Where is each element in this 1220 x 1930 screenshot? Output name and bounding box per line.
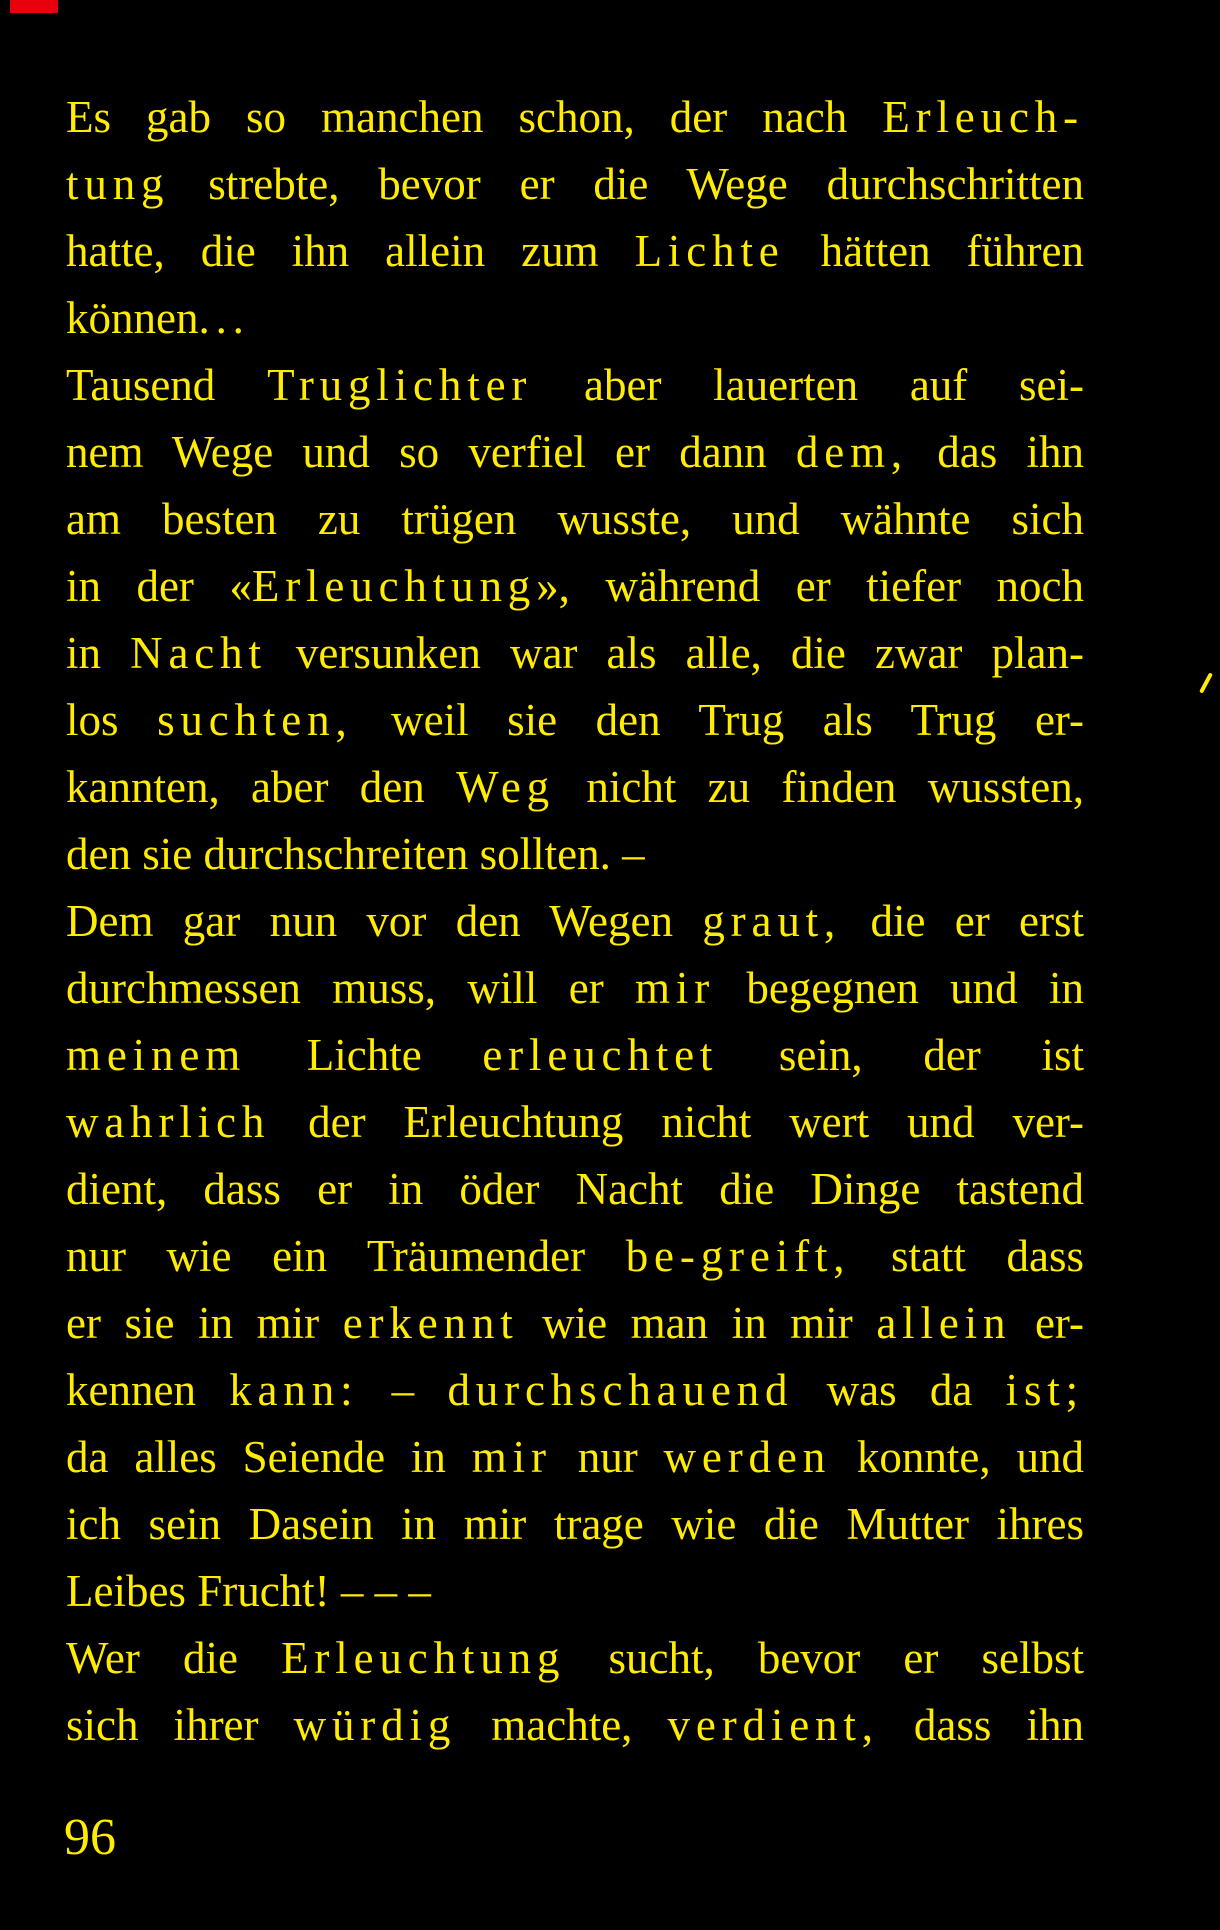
text-line <box>66 620 1084 687</box>
text-segment: Leibes Frucht! – – – <box>66 1566 431 1616</box>
text-segment: los <box>66 695 158 745</box>
emphasized-text: wahrlich <box>66 1097 271 1147</box>
text-segment: begegnen und in <box>715 963 1085 1013</box>
page-number: 96 <box>64 1809 116 1866</box>
text-line <box>66 553 1084 620</box>
text-line <box>66 1156 1084 1223</box>
text-segment: nur wie ein Träumender <box>66 1231 626 1281</box>
text-segment: sein, der ist <box>718 1030 1084 1080</box>
emphasized-text: graut, <box>702 896 842 946</box>
text-segment: nicht zu finden wussten, <box>555 762 1084 812</box>
text-line <box>66 1625 1084 1692</box>
text-line <box>66 1692 1084 1759</box>
emphasized-text: Erleuchtung <box>251 561 537 611</box>
text-line <box>66 821 1084 888</box>
text-line <box>66 888 1084 955</box>
text-segment: hätten führen <box>784 226 1085 276</box>
text-segment: dient, dass er in öder Nacht die Dinge tastend <box>66 1164 1084 1214</box>
emphasized-text: erkennt <box>342 1298 519 1348</box>
text-segment: sich ihrer <box>66 1700 294 1750</box>
text-line <box>66 1357 1084 1424</box>
text-segment: Es gab so manchen schon, der nach <box>66 92 883 142</box>
emphasized-text: werden <box>663 1432 832 1482</box>
text-line <box>66 1558 1084 1625</box>
emphasized-text: durchschauend <box>447 1365 794 1415</box>
text-segment: Wer die <box>66 1633 282 1683</box>
text-segment: in <box>66 628 131 678</box>
text-segment: – <box>358 1365 448 1415</box>
text-line <box>66 1290 1084 1357</box>
emphasized-text: Erleuch- <box>882 92 1084 142</box>
text-segment: Dem gar nun vor den Wegen <box>66 896 703 946</box>
emphasized-text: meinem <box>66 1030 247 1080</box>
text-segment: Tausend <box>66 360 268 410</box>
text-line <box>66 419 1084 486</box>
red-edge-mark <box>10 0 58 13</box>
text-line <box>66 687 1084 754</box>
text-segment: statt dass <box>850 1231 1085 1281</box>
text-block <box>66 84 1084 1759</box>
margin-tick-mark <box>1199 672 1213 693</box>
emphasized-text: ... <box>198 293 250 343</box>
text-segment: den sie durchschreiten sollten. – <box>66 829 645 879</box>
text-segment: er- <box>1011 1298 1084 1348</box>
text-segment: er sie in mir <box>66 1298 343 1348</box>
text-segment: das ihn <box>908 427 1084 477</box>
text-segment: der Erleuchtung nicht wert und ver- <box>270 1097 1084 1147</box>
emphasized-text: allein <box>876 1298 1012 1348</box>
text-segment: ich sein Dasein in mir trage wie die Mutter ihres <box>66 1499 1084 1549</box>
emphasized-text: Truglichter <box>267 360 533 410</box>
emphasized-text: mir <box>471 1432 552 1482</box>
text-segment: können <box>66 293 199 343</box>
text-line <box>66 218 1084 285</box>
emphasized-text: kann: <box>229 1365 359 1415</box>
emphasized-text: be-greift, <box>625 1231 851 1281</box>
text-line <box>66 955 1084 1022</box>
text-segment: wie man in mir <box>518 1298 877 1348</box>
text-line <box>66 151 1084 218</box>
emphasized-text: dem, <box>795 427 909 477</box>
emphasized-text: Erleuchtung <box>281 1633 566 1683</box>
emphasized-text: tung <box>66 159 170 209</box>
text-segment: die er erst <box>841 896 1084 946</box>
emphasized-text: mir <box>635 963 716 1013</box>
emphasized-text: erleuchtet <box>482 1030 719 1080</box>
text-segment: konnte, und <box>831 1432 1084 1482</box>
text-line <box>66 84 1084 151</box>
text-segment: Lichte <box>246 1030 483 1080</box>
text-segment: kennen <box>66 1365 230 1415</box>
text-segment: durchmessen muss, will er <box>66 963 636 1013</box>
text-segment: sucht, bevor er selbst <box>565 1633 1084 1683</box>
text-segment: strebte, bevor er die Wege durchschritten <box>169 159 1084 209</box>
text-segment: da alles Seiende in <box>66 1432 472 1482</box>
text-line <box>66 1022 1084 1089</box>
text-segment: hatte, die ihn allein zum <box>66 226 635 276</box>
text-segment: kannten, aber den <box>66 762 457 812</box>
emphasized-text: Weg <box>456 762 556 812</box>
emphasized-text: würdig <box>293 1700 457 1750</box>
emphasized-text: suchten, <box>157 695 353 745</box>
emphasized-text: Lichte <box>634 226 785 276</box>
text-line <box>66 754 1084 821</box>
text-segment: nem Wege und so verfiel er dann <box>66 427 796 477</box>
text-segment: », während er tiefer noch <box>536 561 1084 611</box>
text-line <box>66 1223 1084 1290</box>
text-segment: in der « <box>66 561 252 611</box>
text-segment: versunken war als alle, die zwar plan- <box>266 628 1084 678</box>
emphasized-text: ist; <box>1005 1365 1085 1415</box>
text-line <box>66 1089 1084 1156</box>
text-segment: dass ihn <box>878 1700 1085 1750</box>
text-line <box>66 486 1084 553</box>
text-segment: am besten zu trügen wusste, und wähnte sich <box>66 494 1084 544</box>
text-line <box>66 352 1084 419</box>
emphasized-text: verdient, <box>667 1700 879 1750</box>
text-line <box>66 285 1084 352</box>
text-segment: was da <box>793 1365 1006 1415</box>
text-segment: nur <box>551 1432 664 1482</box>
emphasized-text: Nacht <box>130 628 267 678</box>
text-segment: machte, <box>456 1700 668 1750</box>
text-line <box>66 1424 1084 1491</box>
text-segment: weil sie den Trug als Trug er- <box>352 695 1085 745</box>
text-segment: aber lauerten auf sei- <box>532 360 1084 410</box>
text-line <box>66 1491 1084 1558</box>
